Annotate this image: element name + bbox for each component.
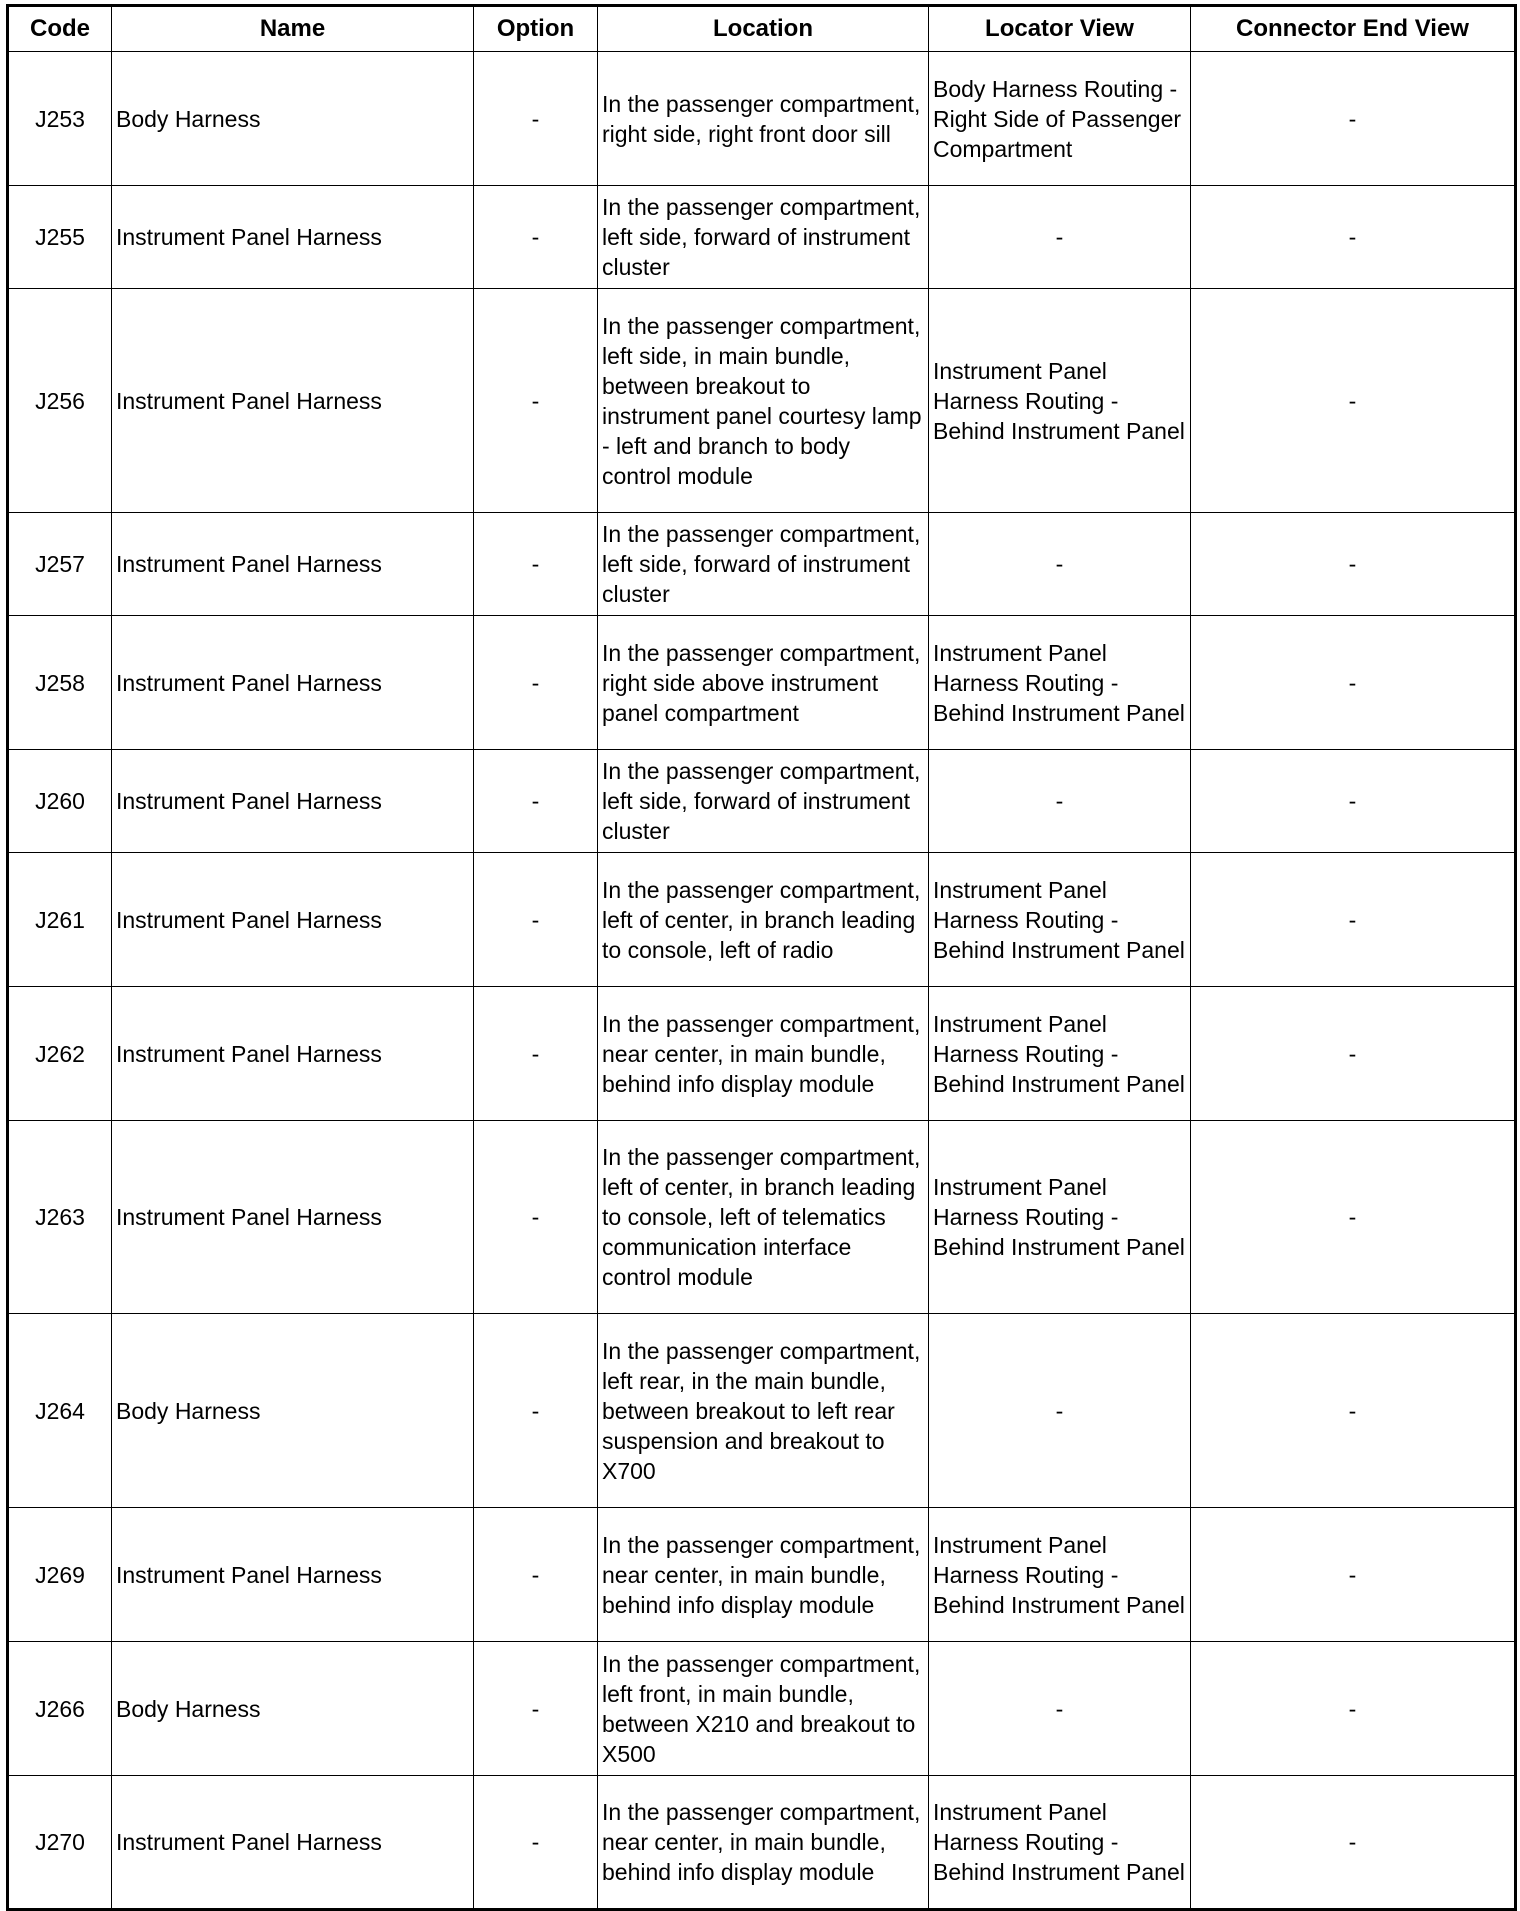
cell-connector-end-view: - [1191,52,1516,186]
table-row [8,1508,1516,1642]
cell-code: J264 [8,1314,112,1508]
table-row [8,513,1516,616]
table-row [8,750,1516,853]
cell-option: - [474,1642,598,1776]
cell-location: In the passenger compartment, left of center, in branch leading to console, left of radio [598,853,929,987]
header-name: Name [112,6,474,52]
cell-connector-end-view: - [1191,750,1516,853]
cell-code: J269 [8,1508,112,1642]
cell-locator-view: Instrument Panel Harness Routing - Behind Instrument Panel [929,616,1191,750]
cell-connector-end-view: - [1191,616,1516,750]
cell-locator-view: - [929,186,1191,289]
cell-location: In the passenger compartment, right side above instrument panel compartment [598,616,929,750]
cell-connector-end-view: - [1191,186,1516,289]
cell-location: In the passenger compartment, left side, forward of instrument cluster [598,750,929,853]
header-row [8,6,1516,52]
cell-option: - [474,289,598,513]
table-row [8,1121,1516,1314]
connector-table [6,4,1517,1911]
cell-code: J258 [8,616,112,750]
cell-location: In the passenger compartment, left of center, in branch leading to console, left of telematics communication interface control module [598,1121,929,1314]
header-option: Option [474,6,598,52]
table-row [8,1314,1516,1508]
cell-locator-view: - [929,1314,1191,1508]
table-row [8,987,1516,1121]
header-connector-end-view: Connector End View [1191,6,1516,52]
cell-option: - [474,186,598,289]
cell-connector-end-view: - [1191,1508,1516,1642]
cell-location: In the passenger compartment, left rear, in the main bundle, between breakout to left rear suspension and breakout to X700 [598,1314,929,1508]
cell-name: Instrument Panel Harness [112,1776,474,1910]
connector-table-sheet [6,4,1517,1911]
cell-locator-view: - [929,1642,1191,1776]
cell-option: - [474,1508,598,1642]
cell-connector-end-view: - [1191,1121,1516,1314]
cell-connector-end-view: - [1191,513,1516,616]
cell-name: Instrument Panel Harness [112,289,474,513]
cell-connector-end-view: - [1191,1642,1516,1776]
header-location: Location [598,6,929,52]
cell-location: In the passenger compartment, left side, forward of instrument cluster [598,513,929,616]
table-row [8,616,1516,750]
cell-code: J261 [8,853,112,987]
cell-locator-view: Instrument Panel Harness Routing - Behind Instrument Panel [929,1776,1191,1910]
cell-locator-view: Instrument Panel Harness Routing - Behind Instrument Panel [929,987,1191,1121]
cell-locator-view: Instrument Panel Harness Routing - Behind Instrument Panel [929,1508,1191,1642]
cell-option: - [474,987,598,1121]
cell-code: J260 [8,750,112,853]
cell-name: Instrument Panel Harness [112,513,474,616]
cell-locator-view: Instrument Panel Harness Routing - Behind Instrument Panel [929,1121,1191,1314]
cell-code: J255 [8,186,112,289]
cell-code: J257 [8,513,112,616]
cell-code: J266 [8,1642,112,1776]
cell-name: Body Harness [112,52,474,186]
cell-option: - [474,853,598,987]
cell-connector-end-view: - [1191,853,1516,987]
cell-code: J256 [8,289,112,513]
cell-locator-view: - [929,513,1191,616]
cell-connector-end-view: - [1191,1776,1516,1910]
cell-code: J270 [8,1776,112,1910]
cell-code: J263 [8,1121,112,1314]
cell-option: - [474,1314,598,1508]
header-code: Code [8,6,112,52]
cell-locator-view: - [929,750,1191,853]
cell-name: Instrument Panel Harness [112,1121,474,1314]
cell-locator-view: Body Harness Routing - Right Side of Passenger Compartment [929,52,1191,186]
cell-locator-view: Instrument Panel Harness Routing - Behind Instrument Panel [929,289,1191,513]
cell-location: In the passenger compartment, right side, right front door sill [598,52,929,186]
table-row [8,1776,1516,1910]
cell-option: - [474,750,598,853]
cell-code: J262 [8,987,112,1121]
cell-option: - [474,513,598,616]
cell-location: In the passenger compartment, near center, in main bundle, behind info display module [598,1776,929,1910]
cell-name: Instrument Panel Harness [112,186,474,289]
cell-name: Instrument Panel Harness [112,1508,474,1642]
table-row [8,186,1516,289]
cell-name: Instrument Panel Harness [112,853,474,987]
cell-option: - [474,1776,598,1910]
header-locator-view: Locator View [929,6,1191,52]
cell-location: In the passenger compartment, left front, in main bundle, between X210 and breakout to X500 [598,1642,929,1776]
cell-name: Instrument Panel Harness [112,987,474,1121]
table-row [8,1642,1516,1776]
cell-code: J253 [8,52,112,186]
cell-location: In the passenger compartment, left side, in main bundle, between breakout to instrument panel courtesy lamp - left and branch to body control module [598,289,929,513]
cell-connector-end-view: - [1191,1314,1516,1508]
cell-location: In the passenger compartment, near center, in main bundle, behind info display module [598,1508,929,1642]
table-row [8,289,1516,513]
cell-name: Body Harness [112,1642,474,1776]
table-row [8,52,1516,186]
cell-connector-end-view: - [1191,987,1516,1121]
cell-name: Instrument Panel Harness [112,750,474,853]
cell-connector-end-view: - [1191,289,1516,513]
cell-locator-view: Instrument Panel Harness Routing - Behind Instrument Panel [929,853,1191,987]
table-row [8,853,1516,987]
cell-location: In the passenger compartment, near center, in main bundle, behind info display module [598,987,929,1121]
cell-name: Instrument Panel Harness [112,616,474,750]
cell-option: - [474,616,598,750]
cell-option: - [474,1121,598,1314]
cell-location: In the passenger compartment, left side, forward of instrument cluster [598,186,929,289]
cell-name: Body Harness [112,1314,474,1508]
cell-option: - [474,52,598,186]
